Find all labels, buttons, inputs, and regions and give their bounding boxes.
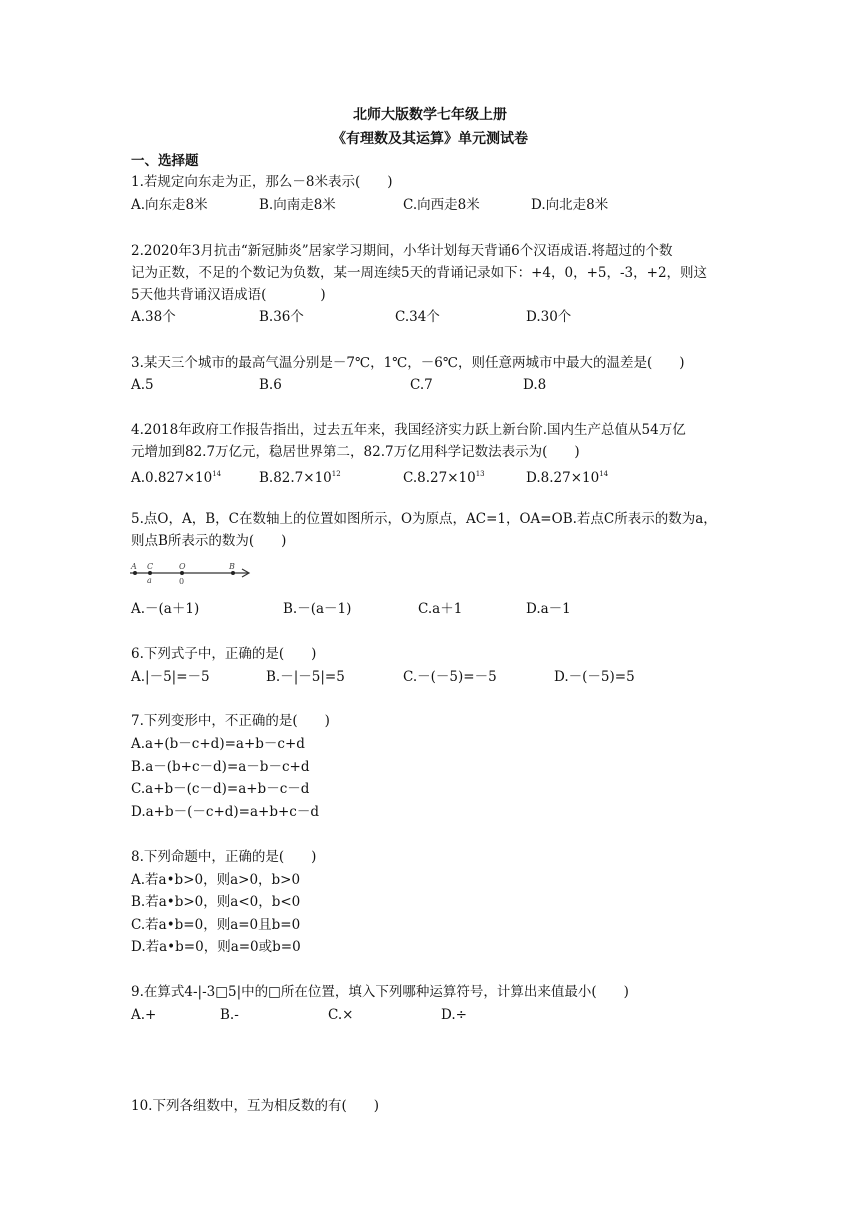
point-b <box>231 571 235 575</box>
q6-option-a: A.|－5|=－5 <box>131 669 210 685</box>
question-9-stem: 9.在算式4-|-3□5|中的□所在位置，填入下列哪种运算符号，计算出来值最小( ) <box>131 984 629 1000</box>
q1-option-d: D.向北走8米 <box>531 197 609 213</box>
q3-option-d: D.8 <box>523 377 547 393</box>
point-o <box>180 571 184 575</box>
question-2-stem-line2: 记为正数，不足的个数记为负数，某一周连续5天的背诵记录如下：+4，0，+5，-3，+2，则这 <box>131 265 708 281</box>
point-a <box>133 571 137 575</box>
q5-option-b: B.－(a－1) <box>283 601 352 617</box>
q6-option-b: B.－|－5|=5 <box>266 669 345 685</box>
question-2-stem-line3: 5天他共背诵汉语成语( ) <box>131 287 326 303</box>
q8-option-c: C.若a•b=0，则a=0且b=0 <box>131 917 301 933</box>
q1-option-a: A.向东走8米 <box>131 197 208 213</box>
q5-option-d: D.a－1 <box>526 601 571 617</box>
q7-option-d: D.a+b－(－c+d)=a+b+c－d <box>131 804 320 820</box>
question-7-stem: 7.下列变形中，不正确的是( ) <box>131 713 330 729</box>
q2-option-c: C.34个 <box>395 309 440 325</box>
q4-option-c: $C.8.27\times 10^{13}$ <box>403 470 485 486</box>
document-title: 北师大版数学七年级上册 <box>353 107 507 123</box>
label-a: A <box>131 562 137 571</box>
question-5-stem-line1: 5.点O，A，B，C在数轴上的位置如图所示，O为原点，AC=1，OA=OB.若点C所表示的数为a， <box>131 511 717 527</box>
q2-option-a: A.38个 <box>131 309 176 325</box>
q4-option-d: $D.8.27\times 10^{14}$ <box>526 470 609 486</box>
q8-option-a: A.若a•b>0，则a>0，b>0 <box>131 872 301 888</box>
q7-option-a: A.a+(b－c+d)=a+b－c+d <box>131 736 305 752</box>
question-4-stem-line2: 元增加到82.7万亿元，稳居世界第二，82.7万亿用科学记数法表示为( ) <box>131 444 580 460</box>
q6-option-d: D.－(－5)=5 <box>554 669 635 685</box>
q2-option-b: B.36个 <box>259 309 304 325</box>
label-o: O <box>179 562 186 571</box>
question-8-stem: 8.下列命题中，正确的是( ) <box>131 849 317 865</box>
question-2-stem-line1: 2.2020年3月抗击“新冠肺炎”居家学习期间，小华计划每天背诵6个汉语成语.将超过的个数 <box>131 243 673 259</box>
document-subtitle: 《有理数及其运算》单元测试卷 <box>332 131 528 147</box>
q9-option-b: B.- <box>220 1007 239 1023</box>
q7-option-c: C.a+b－(c－d)=a+b－c－d <box>131 781 310 797</box>
question-10-stem: 10.下列各组数中，互为相反数的有( ) <box>131 1098 380 1114</box>
q1-option-c: C.向西走8米 <box>403 197 480 213</box>
label-c: C <box>147 562 154 571</box>
q6-option-c: C.－(－5)=－5 <box>403 669 497 685</box>
q7-option-b: B.a－(b+c－d)=a－b－c+d <box>131 759 310 775</box>
question-4-stem-line1: 4.2018年政府工作报告指出，过去五年来，我国经济实力跃上新台阶.国内生产总值从54万亿 <box>131 422 686 438</box>
point-c <box>148 571 152 575</box>
section-heading: 一、选择题 <box>131 153 199 169</box>
q9-option-d: D.÷ <box>441 1007 467 1023</box>
q9-option-a: A.+ <box>131 1007 157 1023</box>
label-origin-zero: 0 <box>179 577 185 586</box>
q4-option-b: $B.82.7\times 10^{12}$ <box>259 470 341 486</box>
label-b: B <box>229 562 235 571</box>
q5-option-a: A.－(a＋1) <box>131 601 200 617</box>
question-1-stem: 1.若规定向东走为正，那么－8米表示( ) <box>131 174 393 190</box>
number-line-figure <box>129 561 259 587</box>
question-6-stem: 6.下列式子中，正确的是( ) <box>131 646 317 662</box>
q8-option-d: D.若a•b=0，则a=0或b=0 <box>131 939 301 955</box>
q1-option-b: B.向南走8米 <box>259 197 336 213</box>
question-3-stem: 3.某天三个城市的最高气温分别是－7℃，1℃，－6℃，则任意两城市中最大的温差是( ) <box>131 355 685 371</box>
q2-option-d: D.30个 <box>526 309 572 325</box>
q4-option-a: $A.0.827\times 10^{14}$ <box>131 470 222 486</box>
label-a-value: a <box>147 576 152 585</box>
q3-option-a: A.5 <box>131 377 154 393</box>
question-5-stem-line2: 则点B所表示的数为( ) <box>131 533 287 549</box>
q8-option-b: B.若a•b>0，则a<0，b<0 <box>131 894 301 910</box>
q3-option-b: B.6 <box>259 377 282 393</box>
q5-option-c: C.a＋1 <box>418 601 463 617</box>
q9-option-c: C.× <box>328 1007 354 1023</box>
q3-option-c: C.7 <box>410 377 433 393</box>
